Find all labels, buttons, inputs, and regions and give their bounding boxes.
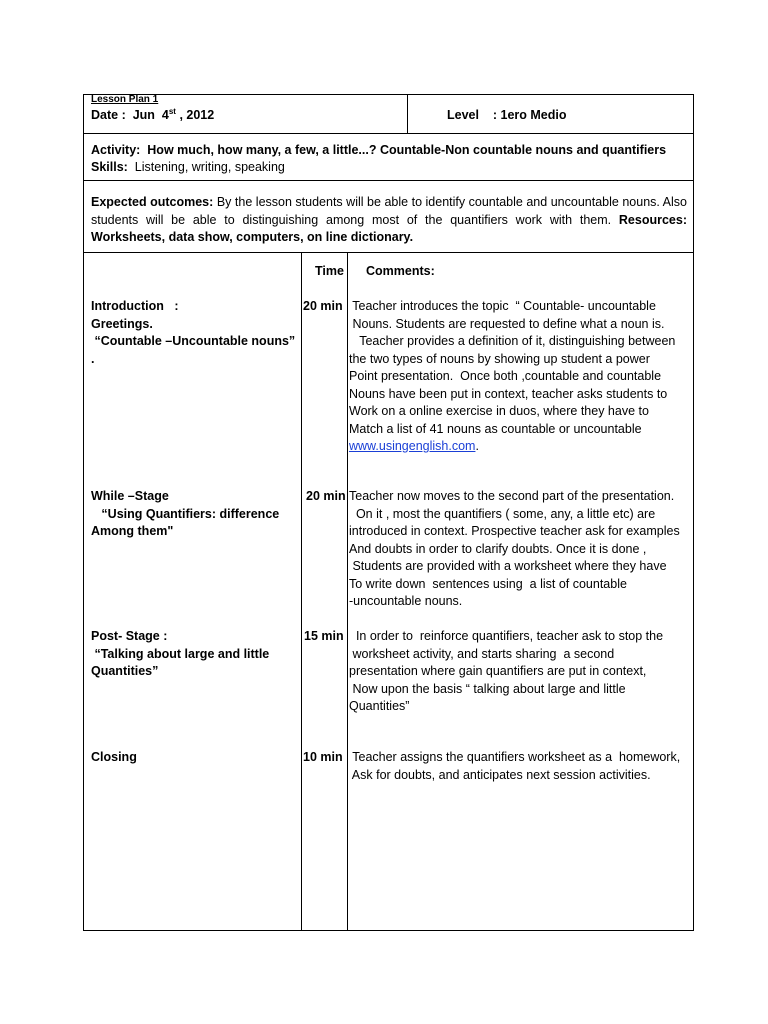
skills-line xyxy=(91,159,285,177)
outcomes-text: By the lesson students will be able to identify countable and uncountable nouns. Also students will be able to distinguishing among most of the quantifiers work with them. xyxy=(91,195,687,227)
resources-text: Worksheets, data show, computers, on line dictionary. xyxy=(91,230,414,244)
activity-line xyxy=(91,142,666,160)
comment-line: Teacher now moves to the second part of the presentation. xyxy=(349,489,675,503)
comment-line: presentation where gain quantifiers are put in context, xyxy=(349,664,647,678)
activity-row-divider xyxy=(83,180,694,181)
stage-name-line: “Using Quantifiers: difference xyxy=(91,506,280,521)
comment-line: On it , most the quantifiers ( some, any, a little etc) are xyxy=(349,506,656,521)
stage-name-line: “Talking about large and little xyxy=(91,646,270,661)
table-bottom-border xyxy=(83,930,694,931)
table-right-border xyxy=(693,94,694,931)
date-field xyxy=(91,107,214,125)
stage-comments xyxy=(349,298,675,456)
skills-text: Listening, writing, speaking xyxy=(134,160,285,174)
comment-line: Match a list of 41 nouns as countable or uncountable xyxy=(349,421,642,436)
stage-name-line: Greetings. xyxy=(91,316,153,331)
stage-time: 15 min xyxy=(304,629,344,643)
comment-line: worksheet activity, and starts sharing a second xyxy=(349,646,615,661)
comment-line: Ask for doubts, and anticipates next session activities. xyxy=(349,767,651,782)
comment-line: Quantities” xyxy=(349,699,410,713)
stage-name-line: While –Stage xyxy=(91,489,169,503)
comments-column-header: Comments: xyxy=(366,264,435,278)
comment-line: Teacher provides a definition of it, distinguishing between xyxy=(349,334,676,348)
comment-line: introduced in context. Prospective teacher ask for examples xyxy=(349,524,680,538)
comment-line: Nouns. Students are requested to define what a noun is. xyxy=(349,316,665,331)
comment-line: -uncountable nouns. xyxy=(349,594,463,608)
stage-name xyxy=(91,628,269,681)
comment-line: In order to reinforce quantifiers, teacher ask to stop the xyxy=(349,629,664,643)
skills-label: Skills: xyxy=(91,160,128,174)
header-column-divider xyxy=(407,94,408,133)
stage-name-line: “Countable –Uncountable nouns” xyxy=(91,334,296,348)
time-column-header: Time xyxy=(315,264,344,278)
comment-line: Teacher introduces the topic “ Countable- uncountable xyxy=(349,299,656,313)
outcomes-label: Expected outcomes: xyxy=(91,195,214,209)
date-month: Jun xyxy=(132,108,155,122)
comment-line: Work on a online exercise in duos, where they have to xyxy=(349,404,649,418)
stage-name xyxy=(91,298,295,368)
stage-time: 20 min xyxy=(303,299,343,313)
comment-line: To write down sentences using a list of countable xyxy=(349,576,627,591)
stage-name xyxy=(91,749,137,767)
stage-time: 10 min xyxy=(303,750,343,764)
comment-line: the two types of nouns by showing up student a power xyxy=(349,351,650,366)
resources-label: Resources: xyxy=(618,212,687,227)
doc-label: Lesson Plan 1 xyxy=(91,94,159,105)
activity-text: How much, how many, a few, a little...? Countable-Non countable nouns and quantifiers xyxy=(147,143,667,157)
stage-name-line: Closing xyxy=(91,750,137,764)
comment-line: And doubts in order to clarify doubts. Once it is done , xyxy=(349,541,647,556)
date-year: , 2012 xyxy=(179,108,215,122)
level-label: Level xyxy=(447,108,479,122)
header-row-divider xyxy=(83,133,694,134)
date-day: 4 xyxy=(161,108,169,122)
comment-link-line xyxy=(349,438,675,456)
link-suffix: . xyxy=(475,439,479,453)
stage-name-line: Quantities” xyxy=(91,664,159,678)
comment-line: Now upon the basis “ talking about large and little xyxy=(349,681,626,696)
table-top-border xyxy=(83,94,694,95)
stage-name-line: . xyxy=(91,351,95,366)
stage-name-line: Introduction : xyxy=(91,299,179,313)
level-field xyxy=(447,107,567,125)
stage-name-line: Post- Stage : xyxy=(91,629,168,643)
stage-time: 20 min xyxy=(306,489,346,503)
outcomes-paragraph xyxy=(91,194,687,247)
table-left-border xyxy=(83,94,84,931)
stage-comments xyxy=(349,749,680,784)
comment-line: Nouns have been put in context, teacher asks students to xyxy=(349,386,668,401)
stage-comments xyxy=(349,628,663,716)
stage-comments xyxy=(349,488,680,611)
comment-line: Teacher assigns the quantifiers worksheet as a homework, xyxy=(349,750,681,764)
usingenglish-link[interactable]: www.usingenglish.com xyxy=(349,439,476,453)
comment-line: Point presentation. Once both ,countable and countable xyxy=(349,369,662,383)
level-value: : 1ero Medio xyxy=(492,108,567,122)
stage-name xyxy=(91,488,279,541)
time-column-left-border xyxy=(301,252,302,930)
date-label: Date : xyxy=(91,108,126,122)
activity-label: Activity: xyxy=(91,143,141,157)
stage-name-line: Among them" xyxy=(91,524,174,538)
outcomes-row-divider xyxy=(83,252,694,253)
date-day-suffix: st xyxy=(168,106,176,116)
comment-line: Students are provided with a worksheet where they have xyxy=(349,559,667,573)
comments-column-left-border xyxy=(347,252,348,930)
